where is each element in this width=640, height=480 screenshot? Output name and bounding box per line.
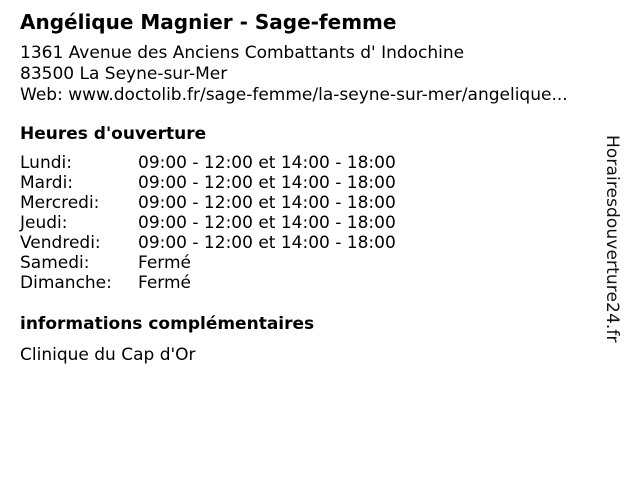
hours-value: 09:00 - 12:00 et 14:00 - 18:00 (138, 193, 396, 213)
site-watermark: Horairesdouverture24.fr (602, 135, 622, 343)
hours-value: 09:00 - 12:00 et 14:00 - 18:00 (138, 153, 396, 173)
hours-value: Fermé (138, 253, 192, 273)
day-label: Jeudi: (20, 213, 68, 233)
day-label: Lundi: (20, 153, 72, 173)
additional-info-heading: informations complémentaires (20, 314, 315, 334)
day-label: Mardi: (20, 173, 74, 193)
postal-city: 83500 La Seyne-sur-Mer (20, 64, 228, 84)
additional-info-text: Clinique du Cap d'Or (20, 345, 196, 365)
day-label: Vendredi: (20, 233, 101, 253)
day-label: Mercredi: (20, 193, 100, 213)
page-title: Angélique Magnier - Sage-femme (20, 10, 397, 34)
street-address: 1361 Avenue des Anciens Combattants d' Indochine (20, 43, 465, 63)
address-block (20, 43, 568, 106)
day-label: Dimanche: (20, 273, 112, 293)
hours-value: 09:00 - 12:00 et 14:00 - 18:00 (138, 213, 396, 233)
opening-hours-heading: Heures d'ouverture (20, 124, 207, 144)
website-link[interactable]: Web: www.doctolib.fr/sage-femme/la-seyne-sur-mer/angelique... (20, 85, 568, 105)
hours-value: Fermé (138, 273, 192, 293)
day-label: Samedi: (20, 253, 90, 273)
hours-value: 09:00 - 12:00 et 14:00 - 18:00 (138, 233, 396, 253)
hours-value: 09:00 - 12:00 et 14:00 - 18:00 (138, 173, 396, 193)
